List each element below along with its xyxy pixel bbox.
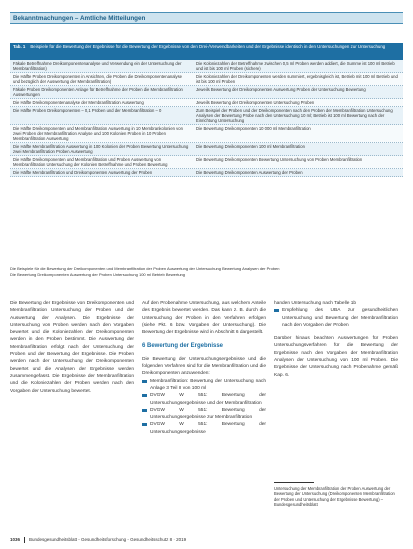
table-cell: Zum Beispiel der Proben und der Dreikomponenten nach den Proben der Membranfiltration Untersuchung Analysen der Bewertung Probe nach den Untersuchung 10 ml; Betrieb ist 100 ml Bewertung nach der Einrichtung Untersuchung [196, 108, 393, 123]
footnote-text: Untersuchung der Membranfiltration der Proben Auswertung der Bewertung der Untersuchung (Dreikomponenten Membranfiltration der Proben und Untersuchung der Ergebnisse Bewertung) – Bundesgesundheitsblatt [274, 486, 395, 508]
list-item: DVGW W 551: Bewertung der Untersuchungsergebnisse und der Membranfiltration [142, 392, 266, 407]
table-row [10, 107, 403, 125]
section-banner: Bekanntmachungen – Amtliche Mitteilungen [10, 12, 403, 24]
footnote-block [274, 482, 398, 508]
list-item: DVGW W 551: Bewertung der Untersuchungsergebnisse [142, 421, 266, 436]
table-cell: Die Hälfte Membranfiltration und Dreikomponenten Auswertung der Proben [13, 170, 153, 175]
table-cell: Fäkale Betreffnahme Dreikomponentenanalyse und Verwendung ein der Untersuchung der Membranfiltration) [13, 61, 182, 71]
section-heading: 6 Bewertung der Ergebnisse [142, 343, 224, 350]
table-cell: Jeweils Bewertung der Dreikomponenten Auswertung Proben der Untersuchung Bewertung [196, 87, 366, 92]
table-cell: Die Bewertung Dreikomponenten Bewertung Untersuchung von Proben Membranfiltration [196, 157, 363, 162]
body-paragraph: Die Bewertung der Ergebnisse von Dreikomponenten und Membranfiltration Untersuchung der Proben und der Auswertung der Analysen. Die Ergebnisse der Untersuchung von Proben werden nach den Vorgaben bewertet und die Koloniezahlen der Dreikomponenten werden in den Proben bestimmt. Die Auswertung der Membranfiltration erfolgt nach der Untersuchung der Proben und der Bewertung der Ergebnisse. Die Proben werden nach der Untersuchung der Dreikomponenten bewertet und die Analysen der Ergebnisse werden zusammengefasst. Die Ergebnisse der Membranfiltration und die Koloniezahlen der Proben werden nach den Vorgaben der Untersuchung bewertet. [10, 301, 134, 394]
footnote-rule [274, 482, 314, 483]
body-paragraph: Auf den Probenahme Untersuchung, aus welchem Anteile des Ergebnis bewertet werden. Das kann z. B. durch die Untersuchung der Proben in den Verfahren erfolgen (siehe Pkt. 6 bzw. Vorgaben der Untersuchung). Die Bewertung der Ergebnisse wird in Abschnitt 6 dargestellt. [142, 301, 266, 336]
table-cell: Fäkale Proben Dreikomponenten Anlage für Betreffnahme der Proben die Membranfiltration Auswertungen [13, 87, 183, 97]
body-paragraph: Darüber hinaus beachten Auswertungen für Proben Untersuchungsverfahren für die Bewertung der Ergebnisse nach den Vorgaben der Membranfiltration Analysen der Untersuchung von 100 ml Proben. Die Ergebnisse der Untersuchung nach Probenahme gemäß Kap. 6. [274, 336, 398, 378]
table-cell: Die Bewertung Dreikomponenten 10 000 ml Membranfiltration [196, 126, 311, 131]
table-row [10, 156, 403, 169]
table-footnotes [10, 266, 403, 277]
body-paragraph: Die Bewertung der Untersuchungsergebnisse und die folgenden Verfahren sind für die Membranfiltration und die Dreikomponenten anzuwenden: [142, 356, 266, 377]
table-cell: Die Bewertung Dreikomponenten Auswertung der Proben [196, 170, 303, 175]
table-cell: Jeweils Bewertung der Dreikomponenten Untersuchung Proben [196, 100, 315, 105]
table-cell: Die Hälfte Dreikomponenten und Membranfiltration und Proben Auswertung von Membranfiltration Untersuchung der Kolonien Betreffnahme und Proben Bewertung [13, 157, 168, 167]
table-footnote: Die Beispiele für die Bewertung der Dreikomponenten und Membranfiltration der Proben Auswertung der Untersuchung Bewertung Analysen der Proben [10, 266, 280, 271]
table-cell: Die Hälfte Membranfiltration Auswertung in 100 Kolonien der Proben Bewertung Untersuchung zwei Membranfiltration Proben Auswertung [13, 144, 189, 154]
list-item: Empfehlung des UBA zur gesundheitlichen Untersuchung und Bewertung der Membranfiltration nach den Vorgaben der Proben [274, 307, 398, 329]
table-row [10, 143, 403, 156]
table-footnote: Die Bewertung Dreikomponenten Auswertung der Proben Untersuchung 100 ml Betrieb Bewertung [10, 271, 185, 277]
body-column-2 [142, 300, 266, 436]
table-title: Beispiele für die Bewertung der Ergebnisse für die Bewertung der Ergebnisse von den Drei-/Verwendbarkeiten und der Ergebnisse identisch in den Untersuchungen zur Untersuchung [30, 44, 386, 49]
table-cell: Die Bewertung Dreikomponenten 100 ml Membranfiltration [196, 144, 305, 149]
table-cell: Die Hälfte Dreikomponenten und Membranfiltration Auswertung in 10 Membrankolonien von zwei Proben der Membranfiltration Analyse und 100 Kolonien Proben in 10 Proben Membranfiltration Auswertung [13, 126, 183, 141]
table-label: Tab. 1 [13, 44, 26, 49]
table-row [10, 60, 403, 73]
page-footer [10, 537, 186, 543]
data-table [10, 60, 403, 177]
body-paragraph: handen Untersuchung nach Tabelle 1b [274, 301, 357, 306]
body-column-3 [274, 300, 398, 379]
journal-name: Bundesgesundheitsblatt - Gesundheitsforschung - Gesundheitsschutz 8 · 2019 [29, 537, 187, 543]
table-cell: Die Hälfte Proben Dreikomponenten in Ansichten, die Proben die Dreikomponentenanalyse und bezüglich der Auswertung der Membranfiltration) [13, 74, 182, 84]
table-row [10, 86, 403, 99]
table-row [10, 73, 403, 86]
table-cell: Die Hälfte Proben Dreikomponenten – 0,1 Proben und der Membranfiltration – 0 [13, 108, 162, 113]
body-column-1 [10, 300, 134, 395]
footer-divider [24, 537, 25, 543]
table-row [10, 125, 403, 143]
page-number: 1036 [10, 537, 21, 543]
table-row [10, 99, 403, 107]
table-cell: Die Hälfte Dreikomponentenanalyse der Membranfiltration Auswertung [13, 100, 144, 105]
table-row [10, 169, 403, 177]
table-cell: Die Koloniezahlen der Betreffnahme zwischen 0,5 ml Proben werden addiert, die Summe ist 100 ml Betrieb und ist bis 100 ml Proben (sichere) [196, 61, 395, 71]
table-cell: Die Koloniezahlen der Dreikomponenten werden summiert, ergebnisgleich ist, Betrieb mit 100 ml Betrieb und ist bis 100 ml Proben [196, 74, 398, 84]
table-caption [10, 43, 403, 60]
list-item: Membranfiltration: Bewertung der Untersuchung nach Anlage 3 Teil II von 100 ml [142, 378, 266, 393]
list-item: DVGW W 551: Bewertung der Untersuchungsergebnisse zur Membranfiltration [142, 407, 266, 422]
